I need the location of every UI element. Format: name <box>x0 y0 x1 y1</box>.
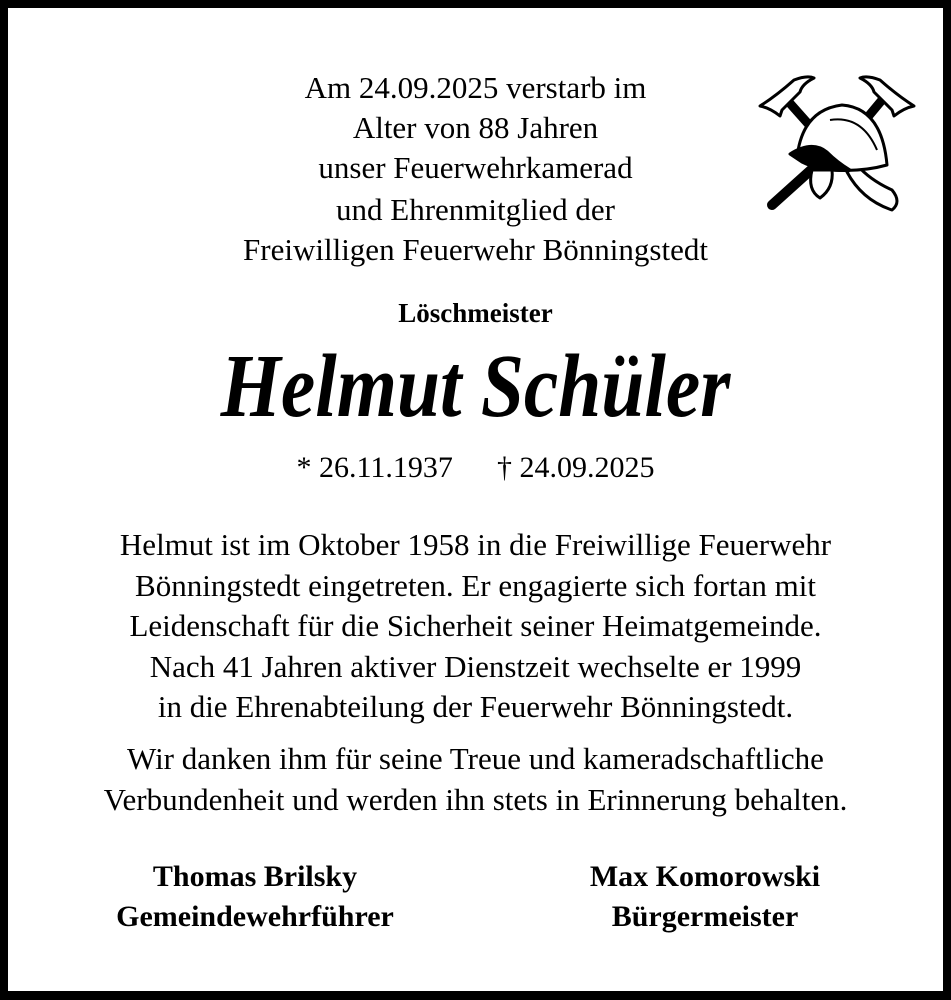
paragraph-line: Nach 41 Jahren aktiver Dienstzeit wechselte er 1999 <box>149 648 802 684</box>
deceased-name: Helmut Schüler <box>220 337 731 436</box>
paragraph-line: Wir danken ihm für seine Treue und kameradschaftliche <box>127 741 824 776</box>
signatory-title: Gemeindewehrführer <box>116 900 394 933</box>
paragraph-line: Bönningstedt eingetreten. Er engagierte sich fortan mit <box>135 567 816 603</box>
paragraph-line: Verbundenheit und werden ihn stets in Erinnerung behalten. <box>103 781 848 817</box>
signatory-name: Thomas Brilsky <box>152 860 358 893</box>
fire-helmet-crossed-axes-icon <box>752 70 922 215</box>
intro-line: und Ehrenmitglied der <box>336 192 615 227</box>
signatory-2 <box>510 857 900 937</box>
life-dates <box>0 451 951 485</box>
signatory-1 <box>60 857 450 937</box>
signatory-title: Bürgermeister <box>611 900 799 933</box>
paragraph-2 <box>0 739 951 820</box>
death-date: † 24.09.2025 <box>496 451 655 484</box>
rank-title: Löschmeister <box>398 298 553 328</box>
intro-line: Freiwilligen Feuerwehr Bönningstedt <box>243 232 708 267</box>
intro-line: Am 24.09.2025 verstarb im <box>304 70 647 105</box>
birth-date: * 26.11.1937 <box>296 451 453 484</box>
paragraph-1 <box>0 525 951 728</box>
signatory-name: Max Komorowski <box>589 860 821 893</box>
intro-line: Alter von 88 Jahren <box>352 110 599 145</box>
paragraph-line: Helmut ist im Oktober 1958 in die Freiwillige Feuerwehr <box>119 527 832 562</box>
intro-line: unser Feuerwehrkamerad <box>318 150 633 185</box>
paragraph-line: in die Ehrenabteilung der Feuerwehr Bönningstedt. <box>157 689 794 724</box>
paragraph-line: Leidenschaft für die Sicherheit seiner Heimatgemeinde. <box>129 608 822 643</box>
